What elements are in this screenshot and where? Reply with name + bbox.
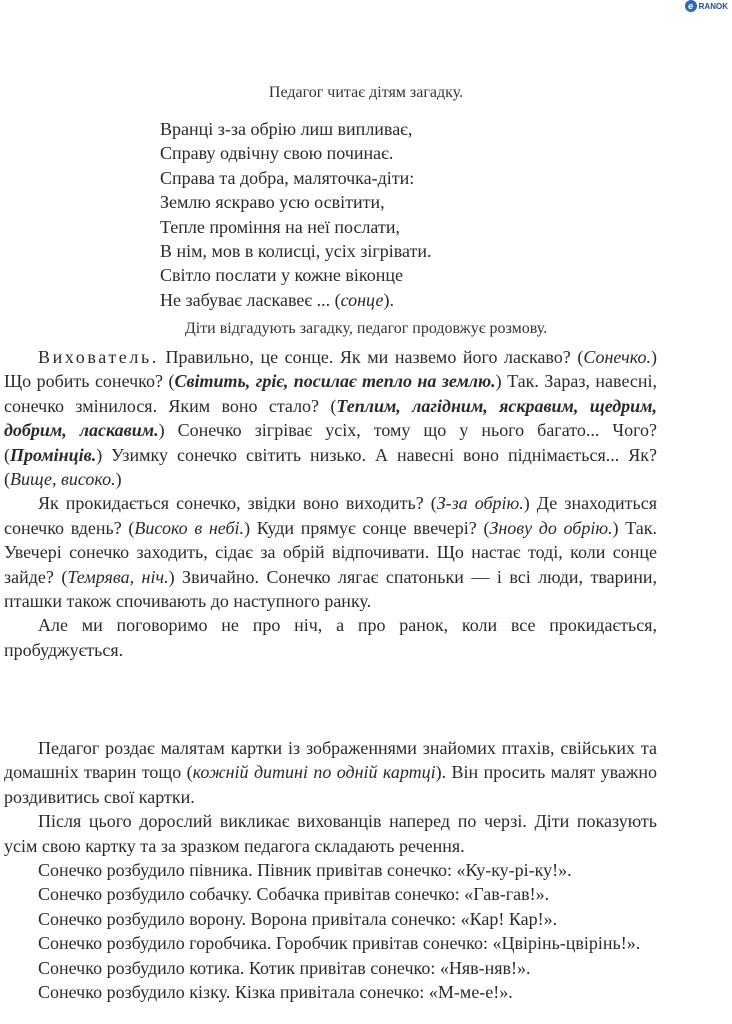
sample-sentence: Сонечко розбудило котика. Котик привітав сонечко: «Няв-няв!».: [38, 957, 531, 978]
poem-line: Світло послати у кожне віконце: [160, 265, 404, 286]
riddle-poem: [160, 117, 432, 312]
paragraph-2: Як прокидається сонечко, звідки воно виходить? (З-за обрію.) Де знаходиться сонечко вдень? (Високо в небі.) Куди прямує сонце ввечері? (Знову до обрію.) Так. Увечері сонечко заходить, сідає за обрій відпочивати. Що настає тоді, коли сонце зайде? (Темрява, ніч.) Звичайно. Сонечко лягає спатоньки — і всі люди, тварини, пташки також спочивають до наступного ранку.: [4, 493, 657, 612]
logo-text: RANOK: [698, 1, 728, 11]
sample-sentence: Сонечко розбудило кізку. Кізка привітала сонечко: «М-ме-е!».: [38, 982, 513, 1003]
sample-sentence: Сонечко розбудило півника. Півник привітав сонечко: «Ку-ку-рі-ку!».: [38, 860, 572, 881]
poem-line: В нім, мов в колисці, усіх зігрівати.: [160, 241, 432, 262]
poem-line: Землю яскраво усю освітити,: [160, 192, 385, 213]
speaker-label: Вихователь.: [38, 347, 159, 367]
paragraph-5: Після цього дорослий викликає вихованців наперед по черзі. Діти показують усім свою картку та за зразком педагога складають речення.: [4, 811, 657, 856]
poem-line: Вранці з-за обрію лиш випливає,: [160, 119, 413, 139]
logo-mark: e: [685, 0, 697, 12]
stage-direction: Діти відгадують загадку, педагог продовжує розмову.: [184, 320, 548, 337]
poem-line: Справа та добра, маляточка-діти:: [160, 167, 415, 188]
sample-sentence: Сонечко розбудило собачку. Собачка привітав сонечко: «Гав-гав!».: [38, 884, 550, 905]
publisher-logo: [685, 0, 728, 12]
paragraph-3: Але ми поговоримо не про ніч, а про ранок, коли все прокидається, пробуджується.: [4, 615, 657, 660]
riddle-intro: Педагог читає дітям загадку.: [268, 84, 464, 101]
riddle-answer: сонце: [340, 289, 384, 310]
poem-line-last: Не забуває ласкавеє ... (сонце).: [160, 289, 394, 310]
sample-sentence: Сонечко розбудило ворону. Ворона привітала сонечко: «Кар! Кар!».: [38, 908, 558, 929]
paragraph-1: Вихователь. Правильно, це сонце. Як ми назвемо його ласкаво? (Сонечко.) Що робить сонечко? (Світить, гріє, посилає тепло на землю.) Так. Зараз, навесні, сонечко змінилося. Яким воно стало? (Теплим, лагідним, яскравим, щедрим, добрим, ласкавим.) Сонечко зігріває усіх, тому що у нього багато... Чого? (Промінців.) Узимку сонечко світить низько. А навесні воно піднімається... Як? (Вище, високо.): [4, 347, 657, 490]
sample-sentence: Сонечко розбудило горобчика. Горобчик привітав сонечко: «Цвірінь-цвірінь!».: [38, 933, 641, 954]
dialogue-block: [4, 345, 657, 662]
activity-block: [4, 736, 657, 1004]
poem-line: Справу одвічну свою починає.: [160, 143, 394, 164]
paragraph-4: Педагог роздає малятам картки із зображеннями знайомих птахів, свійських та домашніх тварин тощо (кожній дитині по одній картці). Він просить малят уважно роздивитись свої картки.: [4, 738, 657, 807]
poem-line: Тепле проміння на неї послати,: [160, 216, 400, 237]
